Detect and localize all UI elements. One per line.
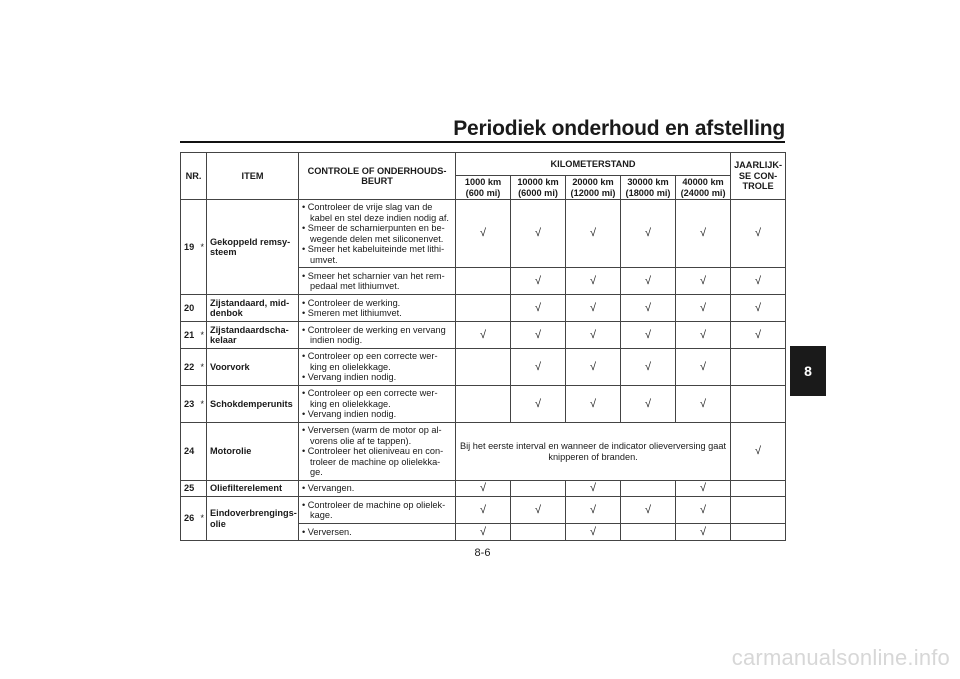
row-nr: 19: [181, 200, 201, 295]
table-row: [181, 423, 786, 481]
action-item: • Vervang indien nodig.: [302, 409, 452, 420]
check-cell: √: [511, 497, 566, 524]
check-cell: [456, 268, 511, 295]
row-nr: 21: [181, 322, 201, 349]
table-row: [181, 322, 786, 349]
header-km-group: KILOMETERSTAND: [456, 153, 731, 176]
row-star: *: [201, 200, 207, 295]
header-check: CONTROLE OF ONDERHOUDS-BEURT: [299, 153, 456, 200]
row-item: Voorvork: [207, 349, 299, 386]
watermark: carmanualsonline.info: [731, 645, 950, 670]
header-nr: NR.: [181, 153, 207, 200]
row-star: *: [201, 349, 207, 386]
row-star: *: [201, 386, 207, 423]
check-cell: √: [676, 349, 731, 386]
header-km-1000: 1000 km (600 mi): [456, 176, 511, 200]
action-item: • Vervangen.: [302, 483, 452, 494]
check-cell: √: [511, 268, 566, 295]
action-item: • Controleer het olieniveau en con-troleer de machine op olielekka-ge.: [302, 446, 452, 478]
row-actions: [299, 295, 456, 322]
check-cell: √: [511, 386, 566, 423]
row-star: *: [201, 497, 207, 541]
row-item: Schokdemperunits: [207, 386, 299, 423]
check-cell: [621, 481, 676, 497]
check-cell: √: [676, 524, 731, 541]
row-nr: 20: [181, 295, 201, 322]
row-nr: 24: [181, 423, 201, 481]
header-km-20000: 20000 km (12000 mi): [566, 176, 621, 200]
check-cell: √: [511, 295, 566, 322]
action-item: • Controleer de vrije slag van de kabel en stel deze indien nodig af.: [302, 202, 452, 223]
table-row: [181, 481, 786, 497]
row-actions: [299, 524, 456, 541]
check-cell: √: [621, 349, 676, 386]
header-annual: JAARLIJK-SE CON-TROLE: [731, 153, 786, 200]
check-cell: [731, 349, 786, 386]
row-actions: [299, 349, 456, 386]
action-item: • Controleer op een correcte wer-king en olielekkage.: [302, 351, 452, 372]
check-cell: √: [566, 295, 621, 322]
check-cell: √: [566, 268, 621, 295]
check-cell: √: [566, 524, 621, 541]
check-cell: √: [621, 295, 676, 322]
check-cell: √: [566, 349, 621, 386]
row-item: Eindoverbrengings-olie: [207, 497, 299, 541]
action-item: • Smeer het kabeluiteinde met lithi-umvet.: [302, 244, 452, 265]
maintenance-table: [180, 152, 786, 541]
row-actions: [299, 497, 456, 524]
row-actions: [299, 268, 456, 295]
row-item: Oliefilterelement: [207, 481, 299, 497]
row-actions: [299, 200, 456, 268]
table-row: [181, 349, 786, 386]
check-cell: √: [621, 386, 676, 423]
check-cell: √: [566, 322, 621, 349]
action-item: • Verversen (warm de motor op al-vorens olie af te tappen).: [302, 425, 452, 446]
row-item: Motorolie: [207, 423, 299, 481]
check-cell: [511, 481, 566, 497]
chapter-tab: 8: [790, 346, 826, 396]
header-km-40000: 40000 km (24000 mi): [676, 176, 731, 200]
check-cell: √: [676, 322, 731, 349]
header-km-10000: 10000 km (6000 mi): [511, 176, 566, 200]
check-cell: √: [511, 322, 566, 349]
row-actions: [299, 322, 456, 349]
row-actions: [299, 423, 456, 481]
row-item: Zijstandaardscha-kelaar: [207, 322, 299, 349]
check-cell: [731, 497, 786, 524]
check-cell: √: [511, 200, 566, 268]
check-cell: √: [731, 295, 786, 322]
page-number: 8-6: [474, 547, 491, 559]
interval-note: Bij het eerste interval en wanneer de indicator olieverversing gaat knipperen of branden.: [456, 423, 731, 481]
check-cell: √: [456, 200, 511, 268]
row-nr: 25: [181, 481, 201, 497]
check-cell: √: [456, 497, 511, 524]
table-row: [181, 295, 786, 322]
row-nr: 26: [181, 497, 201, 541]
check-cell: [731, 386, 786, 423]
check-cell: √: [731, 423, 786, 481]
table-row: [181, 497, 786, 524]
check-cell: √: [676, 481, 731, 497]
action-item: • Controleer de machine op olielek-kage.: [302, 500, 452, 521]
check-cell: [456, 295, 511, 322]
check-cell: [731, 524, 786, 541]
check-cell: √: [731, 200, 786, 268]
check-cell: [621, 524, 676, 541]
check-cell: √: [731, 322, 786, 349]
check-cell: √: [676, 386, 731, 423]
check-cell: √: [511, 349, 566, 386]
check-cell: √: [566, 200, 621, 268]
check-cell: √: [621, 322, 676, 349]
table-row: [181, 200, 786, 268]
action-item: • Controleer op een correcte wer-king en olielekkage.: [302, 388, 452, 409]
header-rule: [180, 141, 785, 143]
row-item: Zijstandaard, mid-denbok: [207, 295, 299, 322]
row-nr: 22: [181, 349, 201, 386]
check-cell: √: [731, 268, 786, 295]
check-cell: √: [566, 497, 621, 524]
check-cell: √: [566, 481, 621, 497]
header-km-30000: 30000 km (18000 mi): [621, 176, 676, 200]
check-cell: √: [621, 268, 676, 295]
row-star: *: [201, 322, 207, 349]
check-cell: √: [676, 497, 731, 524]
row-item: Gekoppeld remsy-steem: [207, 200, 299, 295]
header-item: ITEM: [207, 153, 299, 200]
check-cell: √: [676, 268, 731, 295]
action-item: • Controleer de werking.: [302, 298, 452, 309]
action-item: • Smeren met lithiumvet.: [302, 308, 452, 319]
table-row: [181, 386, 786, 423]
check-cell: [456, 349, 511, 386]
check-cell: √: [456, 524, 511, 541]
check-cell: √: [676, 200, 731, 268]
check-cell: √: [456, 322, 511, 349]
check-cell: √: [621, 497, 676, 524]
row-actions: [299, 386, 456, 423]
check-cell: √: [456, 481, 511, 497]
action-item: • Vervang indien nodig.: [302, 372, 452, 383]
action-item: • Smeer het scharnier van het rem-pedaal met lithiumvet.: [302, 271, 452, 292]
row-nr: 23: [181, 386, 201, 423]
page-title: Periodiek onderhoud en afstelling: [453, 117, 785, 140]
action-item: • Smeer de scharnierpunten en be-wegende delen met siliconenvet.: [302, 223, 452, 244]
check-cell: [511, 524, 566, 541]
check-cell: √: [566, 386, 621, 423]
check-cell: [456, 386, 511, 423]
check-cell: √: [676, 295, 731, 322]
check-cell: [731, 481, 786, 497]
action-item: • Controleer de werking en vervang indien nodig.: [302, 325, 452, 346]
action-item: • Verversen.: [302, 527, 452, 538]
check-cell: √: [621, 200, 676, 268]
row-actions: [299, 481, 456, 497]
